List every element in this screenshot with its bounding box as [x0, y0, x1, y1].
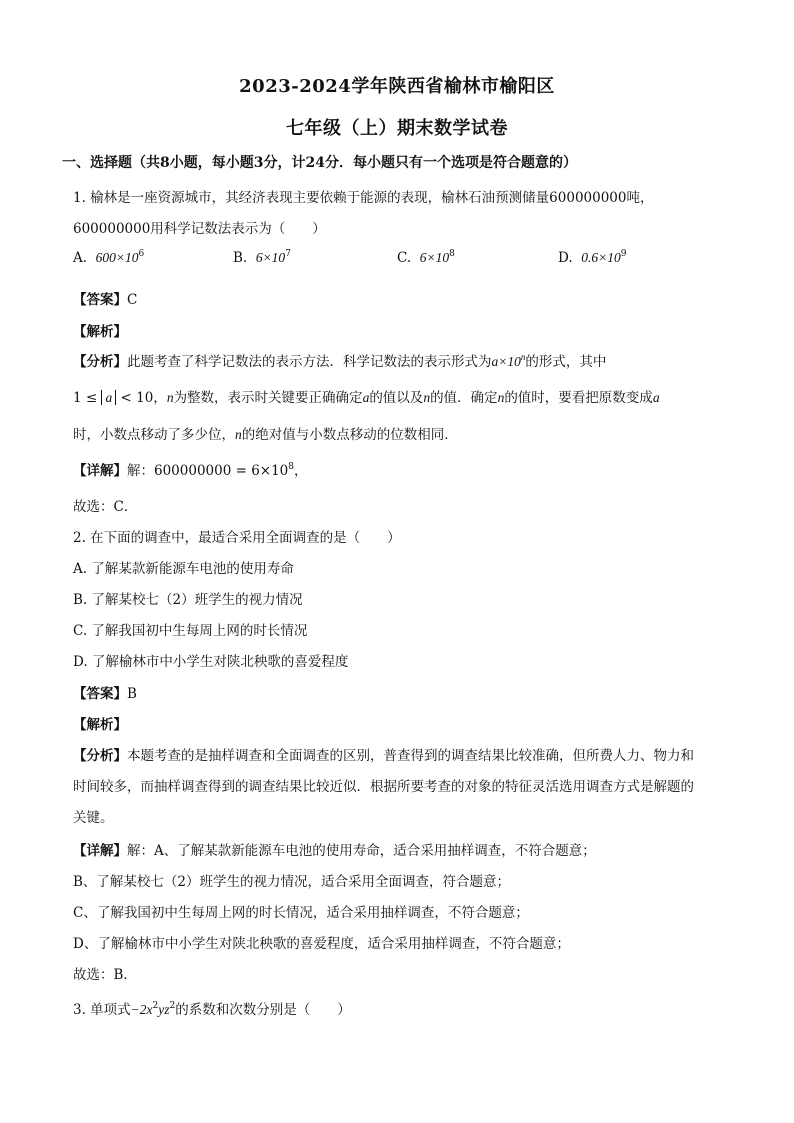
- q2-detail-line3: C、了解我国初中生每周上网的时长情况，适合采用抽样调查，不符合题意；: [73, 905, 529, 921]
- q1-fenxi-formula-base: a×10: [491, 354, 521, 369]
- q3-expr-exp1: 2: [152, 1001, 159, 1011]
- q2-detail-text1: 解：A、了解某款新能源车电池的使用寿命，适合采用抽样调查，不符合题意；: [127, 843, 596, 859]
- q1-fenxi-n2: n: [423, 390, 431, 405]
- q2-fenxi-line1: [73, 744, 694, 764]
- q1-option-d-letter: D.: [558, 250, 573, 266]
- q2-option-d: D. 了解榆林市中小学生对陕北秧歌的喜爱程度: [73, 654, 349, 670]
- q1-detail-label: 【详解】: [73, 463, 127, 479]
- q2-stem: 2. 在下面的调查中，最适合采用全面调查的是（ ）: [73, 530, 401, 546]
- q2-answer-value: B: [127, 686, 137, 702]
- q1-option-c: [397, 250, 455, 266]
- q3-expr-exp2: 2: [169, 1001, 176, 1011]
- q3-expr-mid: yz: [158, 1002, 170, 1017]
- q1-option-c-base: 6×10: [419, 250, 450, 265]
- q2-fenxi-label: 【分析】: [73, 748, 127, 764]
- q3-stem-suffix: 的系数和次数分别是（ ）: [175, 1002, 351, 1018]
- q2-detail-line1: [73, 839, 596, 859]
- q1-detail-end: ，: [294, 463, 308, 479]
- q2-fenxi-text1: 本题考查的是抽样调查和全面调查的区别，普查得到的调查结果比较准确，但所费人力、物力和: [127, 748, 694, 764]
- q1-option-a: [73, 250, 144, 266]
- q2-fenxi-line2: 时间较多，而抽样调查得到的调查结果比较近似．根据所要考查的对象的特征灵活选用调查方式是解题的: [73, 779, 694, 795]
- q2-choose: 故选：B．: [73, 967, 137, 983]
- q2-answer: [73, 682, 137, 702]
- q1-option-c-exp: 8: [449, 249, 455, 259]
- q1-detail-text: 解：600000000 = 6×10: [127, 463, 289, 479]
- q2-fenxi-line3: 关键。: [73, 810, 114, 826]
- q1-fenxi-line3: [73, 423, 458, 443]
- q1-analysis-label: 【解析】: [73, 324, 127, 340]
- q1-fenxi-text1a: 此题考查了科学记数法的表示方法．科学记数法的表示形式为: [127, 354, 492, 370]
- q1-option-d-base: 0.6×10: [581, 250, 621, 265]
- exam-title-line1: 2023-2024学年陕西省榆林市榆阳区: [239, 76, 555, 97]
- q1-answer: [73, 288, 137, 308]
- q2-detail-line4: D、了解榆林市中小学生对陕北秧歌的喜爱程度，适合采用抽样调查，不符合题意；: [73, 936, 570, 952]
- q1-option-c-letter: C.: [397, 250, 412, 266]
- q1-fenxi-text3a: 时，小数点移动了多少位，: [73, 427, 235, 443]
- q3-stem: [73, 998, 351, 1018]
- q3-stem-prefix: 3. 单项式: [73, 1002, 131, 1018]
- q1-option-d: [558, 250, 626, 266]
- q1-option-b: [233, 250, 291, 266]
- q1-stem-line1: 1. 榆林是一座资源城市，其经济表现主要依赖于能源的表现，榆林石油预测储量600000000吨，: [73, 190, 654, 206]
- q1-fenxi-text2d: 的值时，要看把原数变成: [504, 390, 653, 406]
- q1-option-a-exp: 6: [138, 249, 145, 259]
- q1-fenxi-text2b: 的值以及: [369, 390, 424, 406]
- q2-analysis-label: 【解析】: [73, 717, 127, 733]
- q1-fenxi-line1: [73, 350, 606, 370]
- q2-option-b: B. 了解某校七（2）班学生的视力情况: [73, 592, 303, 608]
- q1-fenxi-n: n: [166, 390, 174, 405]
- q1-fenxi-ineq-right: < 10，: [116, 390, 167, 406]
- q1-stem-line2: 600000000用科学记数法表示为（ ）: [73, 221, 326, 237]
- q1-fenxi-a2: a: [652, 390, 660, 405]
- q1-detail: [73, 459, 308, 479]
- q1-fenxi-ineq-var: a: [101, 390, 116, 405]
- q1-detail-exp: 8: [288, 462, 295, 472]
- section-heading: 一、选择题（共8小题，每小题3分，计24分．每小题只有一个选项是符合题意的）: [62, 155, 577, 171]
- q1-answer-label: 【答案】: [73, 292, 127, 308]
- q1-option-a-base: 600×10: [95, 250, 139, 265]
- q2-answer-label: 【答案】: [73, 686, 127, 702]
- q1-option-d-exp: 9: [620, 249, 627, 259]
- q1-choose: 故选：C．: [73, 499, 138, 515]
- q2-option-a: A. 了解某款新能源车电池的使用寿命: [73, 561, 294, 577]
- q3-expr-pre: −2x: [130, 1002, 153, 1017]
- q1-fenxi-n4: n: [235, 427, 242, 442]
- q1-option-a-letter: A.: [73, 250, 88, 266]
- q1-option-b-exp: 7: [285, 249, 291, 259]
- q1-fenxi-formula-exp: n: [520, 352, 526, 362]
- q1-answer-value: C: [127, 292, 138, 308]
- q1-option-b-letter: B.: [233, 250, 248, 266]
- q1-option-b-base: 6×10: [255, 250, 286, 265]
- q1-fenxi-text2c: 的值．确定: [430, 390, 498, 406]
- q1-fenxi-text3b: 的绝对值与小数点移动的位数相同．: [241, 427, 458, 443]
- q1-fenxi-label: 【分析】: [73, 354, 127, 370]
- q1-fenxi-ineq-left: 1 ≤: [73, 390, 102, 406]
- q1-fenxi-a: a: [362, 390, 370, 405]
- q1-fenxi-line2: [73, 386, 660, 406]
- q1-fenxi-text2a: 为整数，表示时关键要正确确定: [173, 390, 363, 406]
- q1-fenxi-text1b: 的形式，其中: [525, 354, 607, 370]
- q1-fenxi-n3: n: [497, 390, 505, 405]
- q2-detail-label: 【详解】: [73, 843, 127, 859]
- exam-title-line2: 七年级（上）期末数学试卷: [286, 118, 508, 139]
- q2-detail-line2: B、了解某校七（2）班学生的视力情况，适合采用全面调查，符合题意；: [73, 874, 511, 890]
- q2-option-c: C. 了解我国初中生每周上网的时长情况: [73, 623, 308, 639]
